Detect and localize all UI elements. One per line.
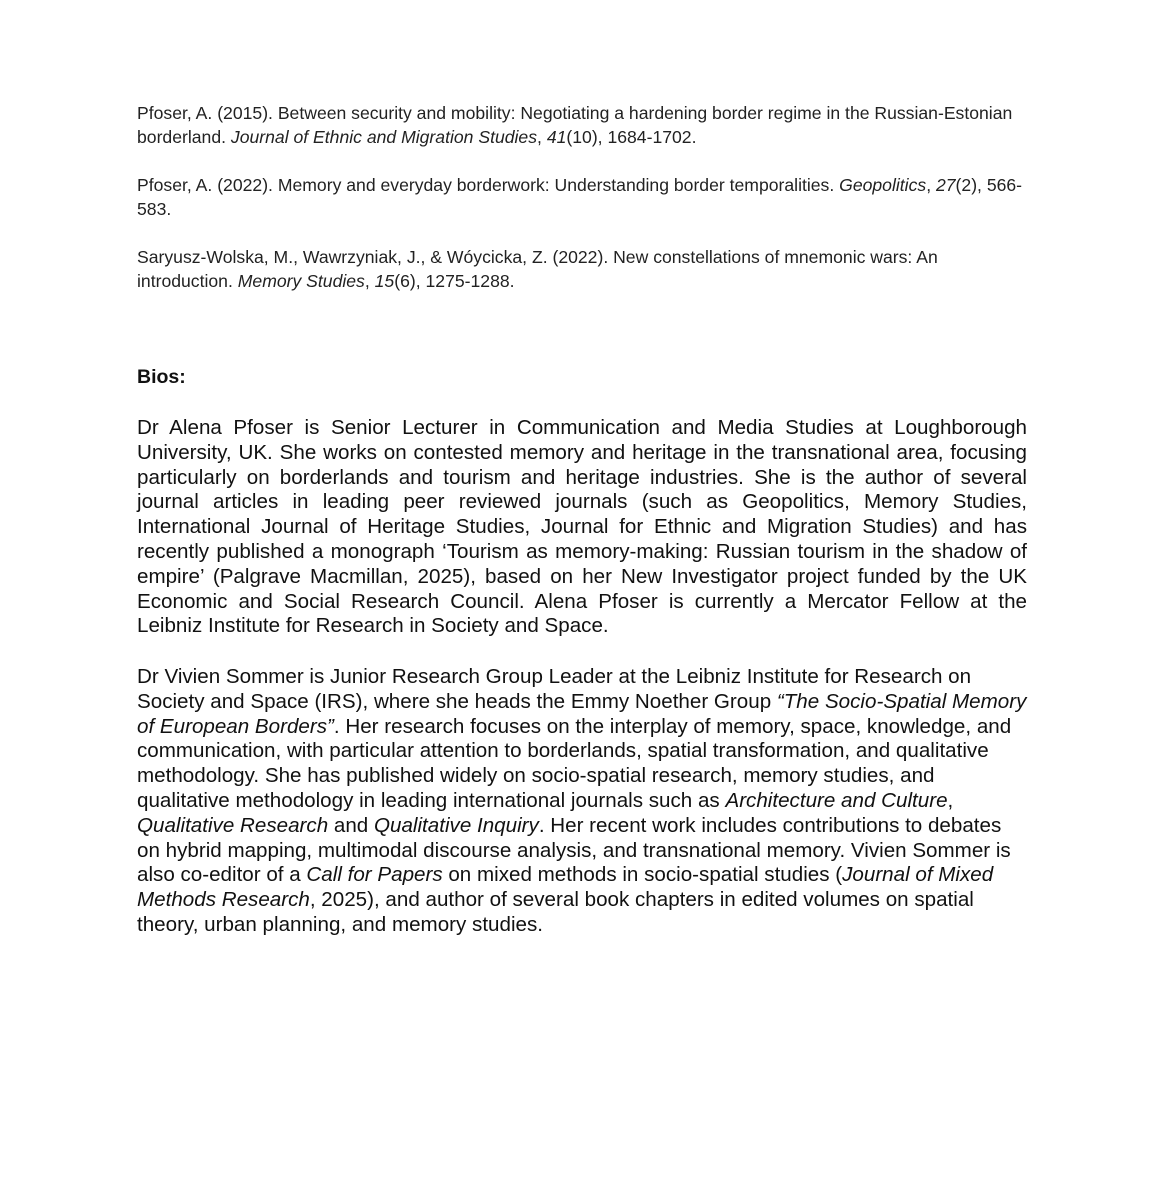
reference-text: Pfoser, A. (2022). Memory and everyday borderwork: Understanding border temporalities. [137, 175, 840, 195]
bio-text: . Her recent work includes contributions to debates on hybrid mapping, multimodal discourse analysis, and transnational memory. Vivien Sommer is also co-editor of a [137, 813, 1011, 887]
bio-text: . Her research focuses on the interplay of memory, space, knowledge, and communication, with particular attention to borderlands, spatial transformation, and qualitative methodology. She has published widely on socio-spatial research, memory studies, and qualitative methodology in leading international journals such as [137, 714, 1012, 812]
bio-text: , [947, 788, 954, 812]
reference-saryusz-wolska-2022 [137, 246, 1027, 293]
reference-volume: 15 [374, 270, 395, 291]
bio-italic-journal: Qualitative Research [137, 813, 329, 837]
bio-italic-journal: Architecture and Culture [725, 788, 948, 812]
reference-journal: Journal of Ethnic and Migration Studies [230, 126, 538, 147]
bio-italic-group-name: “The Socio-Spatial Memory of European Borders” [137, 689, 1027, 738]
reference-separator: , [364, 270, 375, 291]
reference-journal: Memory Studies [237, 270, 365, 291]
reference-text: Saryusz-Wolska, M., Wawrzyniak, J., & Wóycicka, Z. (2022). New constellations of mnemonic wars: An introduction. [137, 247, 938, 291]
reference-text: Pfoser, A. (2015). Between security and mobility: Negotiating a hardening border regime in the Russian-Estonian borderland. [137, 103, 1013, 147]
bio-vivien-sommer [137, 665, 1027, 938]
bio-italic-journal: Qualitative Inquiry [373, 813, 539, 837]
reference-volume: 27 [935, 175, 956, 195]
bio-text: and [328, 813, 374, 837]
reference-separator: , [926, 175, 936, 195]
bio-italic-call: Call for Papers [306, 863, 443, 887]
reference-issue-pages: (2), 566-583. [137, 175, 1023, 219]
reference-issue-pages: (6), 1275-1288. [394, 270, 515, 291]
bio-text: on mixed methods in socio-spatial studies ( [442, 863, 843, 887]
bio-alena-pfoser: Dr Alena Pfoser is Senior Lecturer in Communication and Media Studies at Loughborough University, UK. She works on contested memory and heritage in the transnational area, focusing particularly on borderlands and tourism and heritage industries. She is the author of several journal articles in leading peer reviewed journals (such as Geopolitics, Memory Studies, International Journal of Heritage Studies, Journal for Ethnic and Migration Studies) and has recently published a monograph ‘Tourism as memory-making: Russian tourism in the shadow of empire’ (Palgrave Macmillan, 2025), based on her New Investigator project funded by the UK Economic and Social Research Council. Alena Pfoser is currently a Mercator Fellow at the Leibniz Institute for Research in Society and Space. [137, 416, 1027, 638]
bios-heading: Bios: [137, 366, 186, 388]
bio-text: Dr Vivien Sommer is Junior Research Group Leader at the Leibniz Institute for Research on Society and Space (IRS), where she heads the Emmy Noether Group [137, 665, 972, 713]
document-page [137, 102, 1027, 936]
bio-text: , 2025), and author of several book chapters in edited volumes on spatial theory, urban planning, and memory studies. [137, 888, 974, 936]
bio-italic-journal: Journal of Mixed Methods Research [137, 863, 994, 912]
reference-separator: , [537, 126, 547, 147]
reference-volume: 41 [546, 126, 567, 147]
reference-pfoser-2022 [137, 174, 1027, 221]
reference-pfoser-2015 [137, 102, 1027, 149]
reference-issue-pages: (10), 1684-1702. [566, 126, 697, 147]
reference-journal: Geopolitics [839, 175, 927, 195]
